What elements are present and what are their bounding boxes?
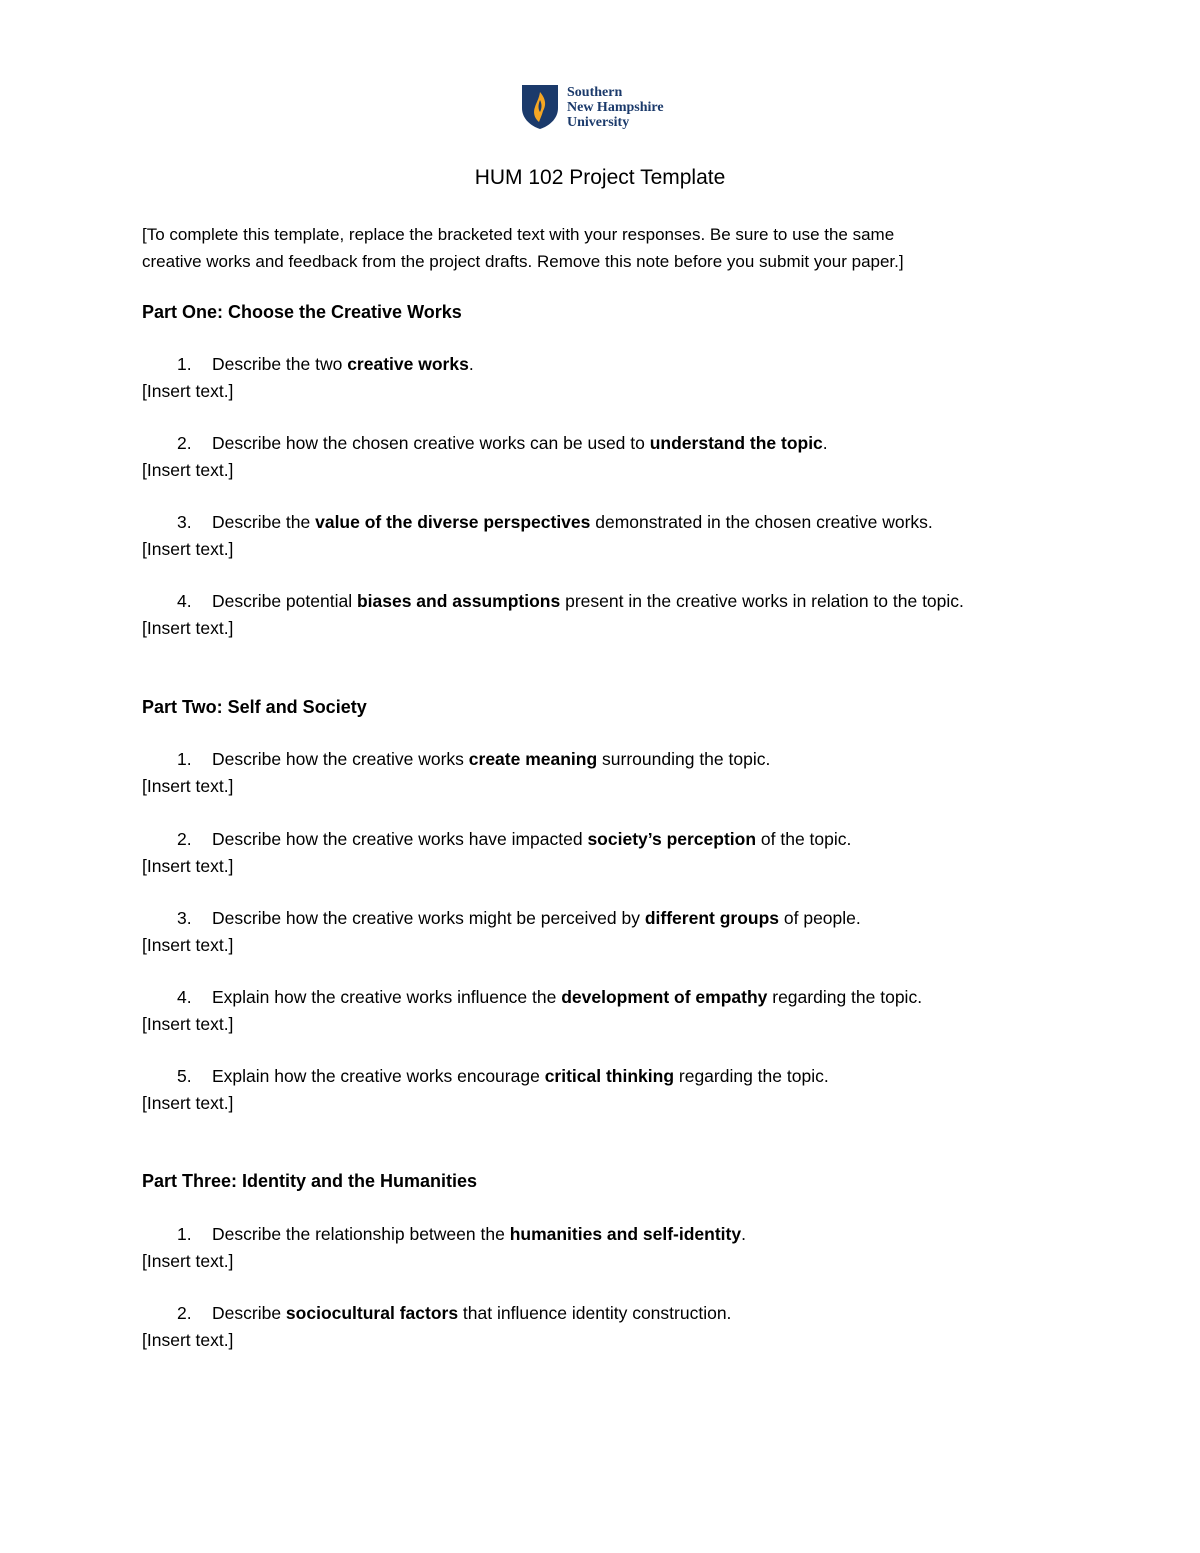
shield-flame-icon bbox=[521, 84, 559, 130]
document-title: HUM 102 Project Template bbox=[474, 166, 726, 189]
item-key-term: different groups bbox=[644, 908, 780, 928]
logo-line-3: University bbox=[567, 114, 630, 130]
insert-text-placeholder[interactable]: [Insert text.] bbox=[142, 1014, 234, 1034]
item-number: 2. bbox=[177, 829, 192, 849]
item-key-term: sociocultural factors bbox=[285, 1303, 459, 1323]
item-number: 1. bbox=[177, 749, 192, 769]
part-one-item-1 bbox=[142, 351, 1102, 404]
item-key-term: value of the diverse perspectives bbox=[315, 512, 591, 532]
item-text-end: of people. bbox=[779, 908, 861, 928]
item-number: 2. bbox=[177, 433, 192, 453]
item-text: Describe how the creative works have impacted bbox=[212, 829, 588, 849]
item-key-term: biases and assumptions bbox=[356, 591, 561, 611]
note-line-2: creative works and feedback from the project drafts. Remove this note before you submit your paper.] bbox=[142, 252, 904, 271]
insert-text-placeholder[interactable]: [Insert text.] bbox=[142, 381, 234, 401]
item-text-end: . bbox=[468, 354, 474, 374]
item-text-end: . bbox=[822, 433, 828, 453]
item-number: 1. bbox=[177, 1224, 192, 1244]
item-text: Describe bbox=[212, 1303, 286, 1323]
item-text: Explain how the creative works encourage bbox=[212, 1066, 545, 1086]
logo-line-1: Southern bbox=[567, 84, 623, 100]
part-three-item-2 bbox=[142, 1300, 1102, 1353]
item-text: Explain how the creative works influence the bbox=[212, 987, 562, 1007]
insert-text-placeholder[interactable]: [Insert text.] bbox=[142, 460, 234, 480]
item-text-end: present in the creative works in relation to the topic. bbox=[560, 591, 964, 611]
insert-text-placeholder[interactable]: [Insert text.] bbox=[142, 1330, 234, 1350]
logo-line-2: New Hampshire bbox=[567, 99, 664, 115]
item-key-term: understand the topic bbox=[649, 433, 823, 453]
item-text: Describe the bbox=[212, 512, 316, 532]
insert-text-placeholder[interactable]: [Insert text.] bbox=[142, 856, 234, 876]
item-text-end: . bbox=[741, 1224, 746, 1244]
item-text-end: that influence identity construction. bbox=[458, 1303, 732, 1323]
part-two-item-2 bbox=[142, 826, 1102, 879]
part-one-item-2 bbox=[142, 430, 1102, 483]
item-number: 1. bbox=[177, 354, 192, 374]
item-text: Describe the relationship between the bbox=[212, 1224, 510, 1244]
item-text-end: regarding the topic. bbox=[767, 987, 923, 1007]
part-three-heading: Part Three: Identity and the Humanities bbox=[142, 1171, 478, 1191]
part-one-item-3 bbox=[142, 509, 1102, 562]
insert-text-placeholder[interactable]: [Insert text.] bbox=[142, 1251, 234, 1271]
item-text: Describe potential bbox=[212, 591, 357, 611]
part-two-item-1 bbox=[142, 746, 1102, 799]
item-key-term: development of empathy bbox=[561, 987, 768, 1007]
logo-wordmark bbox=[567, 85, 664, 130]
part-two-item-5 bbox=[142, 1063, 1102, 1116]
item-text: Describe the two bbox=[212, 354, 348, 374]
item-number: 3. bbox=[177, 908, 192, 928]
item-text-end: demonstrated in the chosen creative works. bbox=[590, 512, 933, 532]
item-text-end: surrounding the topic. bbox=[597, 749, 771, 769]
insert-text-placeholder[interactable]: [Insert text.] bbox=[142, 935, 234, 955]
insert-text-placeholder[interactable]: [Insert text.] bbox=[142, 618, 234, 638]
item-number: 3. bbox=[177, 512, 192, 532]
item-key-term: humanities and self-identity bbox=[509, 1224, 742, 1244]
snhu-logo bbox=[521, 84, 664, 130]
part-one-item-4 bbox=[142, 588, 1102, 641]
item-key-term: create meaning bbox=[468, 749, 598, 769]
item-text: Describe how the creative works might be perceived by bbox=[212, 908, 645, 928]
item-number: 2. bbox=[177, 1303, 192, 1323]
insert-text-placeholder[interactable]: [Insert text.] bbox=[142, 776, 234, 796]
part-two-item-3 bbox=[142, 905, 1102, 958]
part-three-item-1 bbox=[142, 1221, 1102, 1274]
item-text: Describe how the chosen creative works can be used to bbox=[212, 433, 650, 453]
insert-text-placeholder[interactable]: [Insert text.] bbox=[142, 539, 234, 559]
part-two-item-4 bbox=[142, 984, 1102, 1037]
insert-text-placeholder[interactable]: [Insert text.] bbox=[142, 1093, 234, 1113]
item-number: 4. bbox=[177, 591, 192, 611]
instruction-note bbox=[142, 221, 1062, 275]
note-line-1: [To complete this template, replace the bracketed text with your responses. Be sure to use the same bbox=[142, 225, 895, 244]
item-text-end: regarding the topic. bbox=[674, 1066, 829, 1086]
item-text: Describe how the creative works bbox=[212, 749, 469, 769]
item-key-term: society’s perception bbox=[587, 829, 757, 849]
item-number: 4. bbox=[177, 987, 192, 1007]
part-two-heading: Part Two: Self and Society bbox=[142, 697, 367, 717]
item-key-term: critical thinking bbox=[544, 1066, 675, 1086]
item-number: 5. bbox=[177, 1066, 192, 1086]
item-key-term: creative works bbox=[347, 354, 469, 374]
part-one-heading: Part One: Choose the Creative Works bbox=[142, 302, 462, 322]
item-text-end: of the topic. bbox=[756, 829, 852, 849]
